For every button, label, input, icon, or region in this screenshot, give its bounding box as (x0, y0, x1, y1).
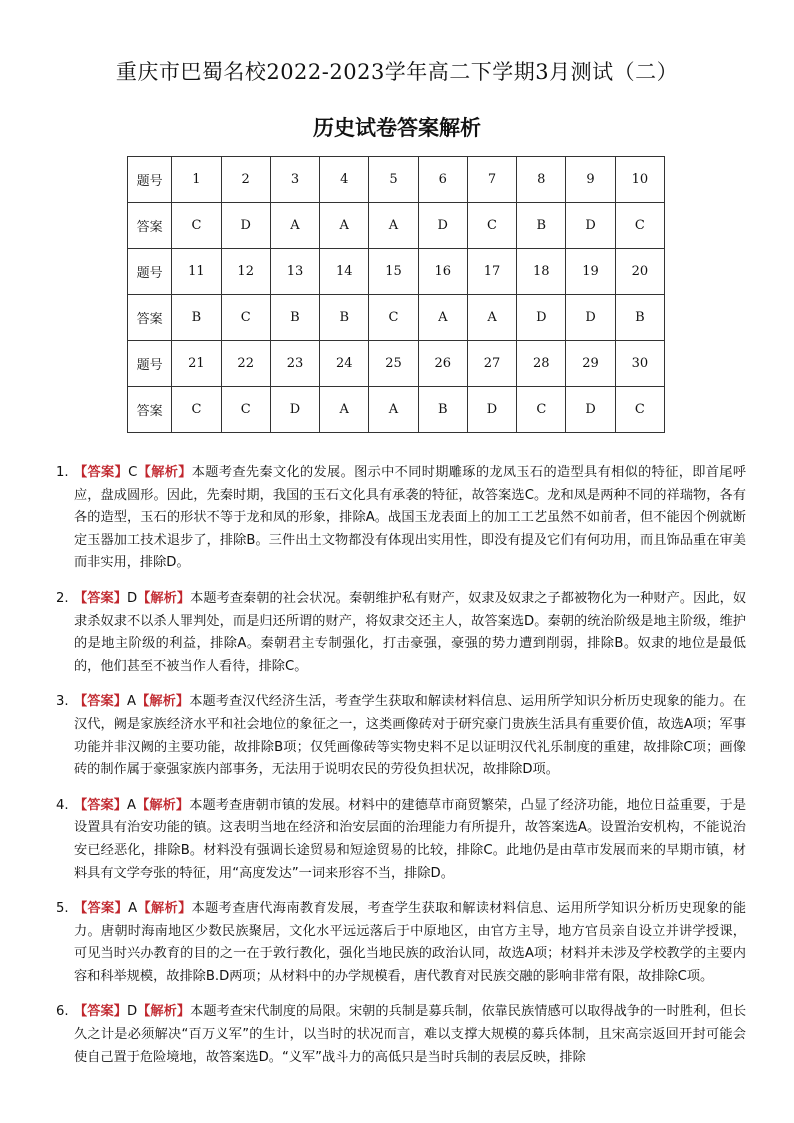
item-body (74, 898, 746, 988)
answer-table-cell: C (172, 203, 221, 249)
analysis-text: 本题考查秦朝的社会状况。秦朝维护私有财产，奴隶及奴隶之子都被物化为一种财产。因此，奴隶杀奴隶不以杀人罪判处，而是归还所谓的财产，将奴隶交还主人，故答案选D。秦朝的统治阶级是地主阶级，维护的是地主阶级的利益，排除A。秦朝君主专制强化，打击豪强，豪强的势力遭到削弱，排除B。奴隶的地位是最低的，他们甚至不被当作人看待，排除C。 (74, 590, 747, 674)
analysis-item (56, 462, 746, 575)
answer-table-cell: C (615, 387, 664, 433)
item-body (74, 588, 746, 678)
row-label-cell: 题号 (128, 341, 172, 387)
answer-table-cell: C (172, 387, 221, 433)
answer-table-cell: D (467, 387, 516, 433)
answer-table-cell: A (467, 295, 516, 341)
answer-table-cell: 6 (418, 157, 467, 203)
answer-letter: D (126, 1004, 138, 1020)
answer-table-cell: A (369, 203, 418, 249)
analysis-tag: 【解析】 (137, 590, 191, 606)
item-number: 6. (56, 1004, 69, 1020)
item-number: 1. (56, 465, 69, 480)
answer-table-cell: B (172, 295, 221, 341)
answer-table-cell: B (418, 387, 467, 433)
answer-table-cell: 26 (418, 341, 467, 387)
answer-table-cell: A (418, 295, 467, 341)
answer-table-cell: 14 (320, 249, 369, 295)
answer-table-cell: A (320, 387, 369, 433)
analysis-item (56, 588, 746, 678)
analysis-text: 本题考查宋代制度的局限。宋朝的兵制是募兵制，依靠民族情感可以取得战争的一时胜利，但长久之计是必须解决“百万义军”的生计，以当时的状况而言，难以支撑大规模的募兵体制，且宋高宗返回开封可能会使自己置于危险境地，故答案选D。“义军”战斗力的高低只是当时兵制的表层反映，排除 (74, 1004, 747, 1065)
answer-letter: A (128, 901, 138, 917)
answer-table-cell: 19 (566, 249, 615, 295)
answer-table-cell: 11 (172, 249, 221, 295)
answer-letter: A (127, 797, 137, 813)
answer-table-cell: A (369, 387, 418, 433)
item-number: 2. (56, 590, 69, 606)
answer-table-cell: D (270, 387, 319, 433)
row-label-cell: 答案 (128, 295, 172, 341)
answer-table-cell: 20 (615, 249, 664, 295)
analysis-tag: 【解析】 (137, 901, 192, 917)
answer-table-cell: C (517, 387, 566, 433)
row-label-cell: 题号 (128, 249, 172, 295)
answer-table-row (128, 157, 665, 203)
answer-table-cell: B (270, 295, 319, 341)
answer-table-cell: 12 (221, 249, 270, 295)
analysis-list (56, 462, 746, 1082)
answer-tag: 【答案】 (74, 590, 127, 606)
answer-table-cell: A (270, 203, 319, 249)
document-title: 重庆市巴蜀名校2022-2023学年高二下学期3月测试（二） (115, 60, 679, 84)
answer-table-cell: 5 (369, 157, 418, 203)
document-subtitle: 历史试卷答案解析 (313, 116, 481, 140)
answer-table-cell: 22 (221, 341, 270, 387)
answer-table-cell: D (566, 203, 615, 249)
answer-tag: 【答案】 (74, 694, 128, 710)
answer-table-row (128, 341, 665, 387)
analysis-item (56, 898, 746, 988)
answer-table-cell: 24 (320, 341, 369, 387)
answer-table-row (128, 295, 665, 341)
answer-table-row (128, 249, 665, 295)
answer-tag: 【答案】 (74, 465, 129, 480)
analysis-tag: 【解析】 (137, 465, 192, 480)
answer-table-cell: 28 (517, 341, 566, 387)
answer-table-cell: D (566, 387, 615, 433)
answer-table-cell: 9 (566, 157, 615, 203)
item-number: 4. (56, 797, 69, 813)
item-body (74, 691, 746, 781)
item-body (74, 795, 746, 885)
analysis-text: 本题考查先秦文化的发展。图示中不同时期雕琢的龙凤玉石的造型具有相似的特征，即首尾呼应，盘成圆形。因此，先秦时期，我国的玉石文化具有承袭的特征，故答案选C。龙和凤是两种不同的祥瑞物，各有各的造型，玉石的形状不等于龙和凤的形象，排除A。战国玉龙表面上的加工工艺虽然不如前者，但不能因个例就断定玉器加工技术退步了，排除B。三件出土文物都没有体现出实用性，即没有提及它们有何功用，而且饰品重在审美而非实用，排除D。 (74, 465, 747, 571)
answer-table-cell: C (221, 295, 270, 341)
analysis-text: 本题考查唐朝市镇的发展。材料中的建德草市商贸繁荣，凸显了经济功能，地位日益重要，于是设置具有治安功能的镇。这表明当地在经济和治安层面的治理能力有所提升，故答案选A。设置治安机构，不能说治安已经恶化，排除B。材料没有强调长途贸易和短途贸易的比较，排除C。此地仍是由草市发展而来的早期市镇，材料具有文学夸张的特征，用“高度发达”一词来形容不当，排除D。 (74, 797, 747, 881)
answer-table-cell: 23 (270, 341, 319, 387)
answer-table-cell: 10 (615, 157, 664, 203)
answer-letter: C (128, 465, 138, 480)
item-body (74, 1001, 746, 1069)
answer-table-cell: D (566, 295, 615, 341)
answer-table-cell: 27 (467, 341, 516, 387)
analysis-item (56, 795, 746, 885)
answer-table-cell: D (418, 203, 467, 249)
analysis-item (56, 691, 746, 781)
answer-table-cell: B (615, 295, 664, 341)
answer-table-cell: 29 (566, 341, 615, 387)
answer-table-cell: C (369, 295, 418, 341)
answer-table-row (128, 203, 665, 249)
item-body (74, 462, 746, 575)
item-number: 5. (56, 901, 69, 917)
answer-table-cell: 4 (320, 157, 369, 203)
analysis-text: 本题考查汉代经济生活，考查学生获取和解读材料信息、运用所学知识分析历史现象的能力。在汉代，阙是家族经济水平和社会地位的象征之一，这类画像砖对于研究豪门贵族生活具有重要价值，故选A项；军事功能并非汉阙的主要功能，故排除B项；仅凭画像砖等实物史料不足以证明汉代礼乐制度的重建，故排除C项；画像砖的制作属于豪强家族内部事务，无法用于说明农民的劳役负担状况，故排除D项。 (74, 694, 747, 778)
answer-table-cell: 17 (467, 249, 516, 295)
answer-table-row (128, 387, 665, 433)
analysis-tag: 【解析】 (137, 1004, 191, 1020)
answer-table-cell: C (221, 387, 270, 433)
answer-tag: 【答案】 (74, 797, 128, 813)
answer-table-cell: 2 (221, 157, 270, 203)
item-number: 3. (56, 694, 69, 710)
answer-table-cell: 30 (615, 341, 664, 387)
answer-letter: A (127, 694, 137, 710)
answer-table-cell: D (221, 203, 270, 249)
row-label-cell: 题号 (128, 157, 172, 203)
answer-table-cell: 13 (270, 249, 319, 295)
row-label-cell: 答案 (128, 387, 172, 433)
answer-table-cell: 18 (517, 249, 566, 295)
answer-table-cell: 7 (467, 157, 516, 203)
answer-table-cell: D (517, 295, 566, 341)
answer-table-cell: A (320, 203, 369, 249)
answer-table-cell: 16 (418, 249, 467, 295)
answer-table-cell: 21 (172, 341, 221, 387)
analysis-item (56, 1001, 746, 1069)
answer-letter: D (126, 590, 138, 606)
answer-table-cell: 15 (369, 249, 418, 295)
answer-table-cell: C (615, 203, 664, 249)
answer-table-cell: 8 (517, 157, 566, 203)
answer-table-cell: B (517, 203, 566, 249)
analysis-tag: 【解析】 (136, 694, 190, 710)
answer-table-cell: 25 (369, 341, 418, 387)
answer-table-cell: B (320, 295, 369, 341)
analysis-tag: 【解析】 (136, 797, 190, 813)
row-label-cell: 答案 (128, 203, 172, 249)
analysis-text: 本题考查唐代海南教育发展，考查学生获取和解读材料信息、运用所学知识分析历史现象的能力。唐朝时海南地区少数民族聚居，文化水平远远落后于中原地区，由官方主导，地方官员亲自设立并讲学授课，可见当时兴办教育的目的之一在于敦行教化，强化当地民族的政治认同，故选A项；材料并未涉及学校教学的主要内容和科举规模，故排除B.D两项；从材料中的办学规模看，唐代教育对民族交融的影响非常有限，故排除C项。 (74, 901, 747, 984)
answer-table-cell: 3 (270, 157, 319, 203)
answer-tag: 【答案】 (74, 901, 129, 917)
answer-tag: 【答案】 (74, 1004, 127, 1020)
answer-table-cell: C (467, 203, 516, 249)
answer-table-cell: 1 (172, 157, 221, 203)
answer-table (127, 156, 665, 433)
